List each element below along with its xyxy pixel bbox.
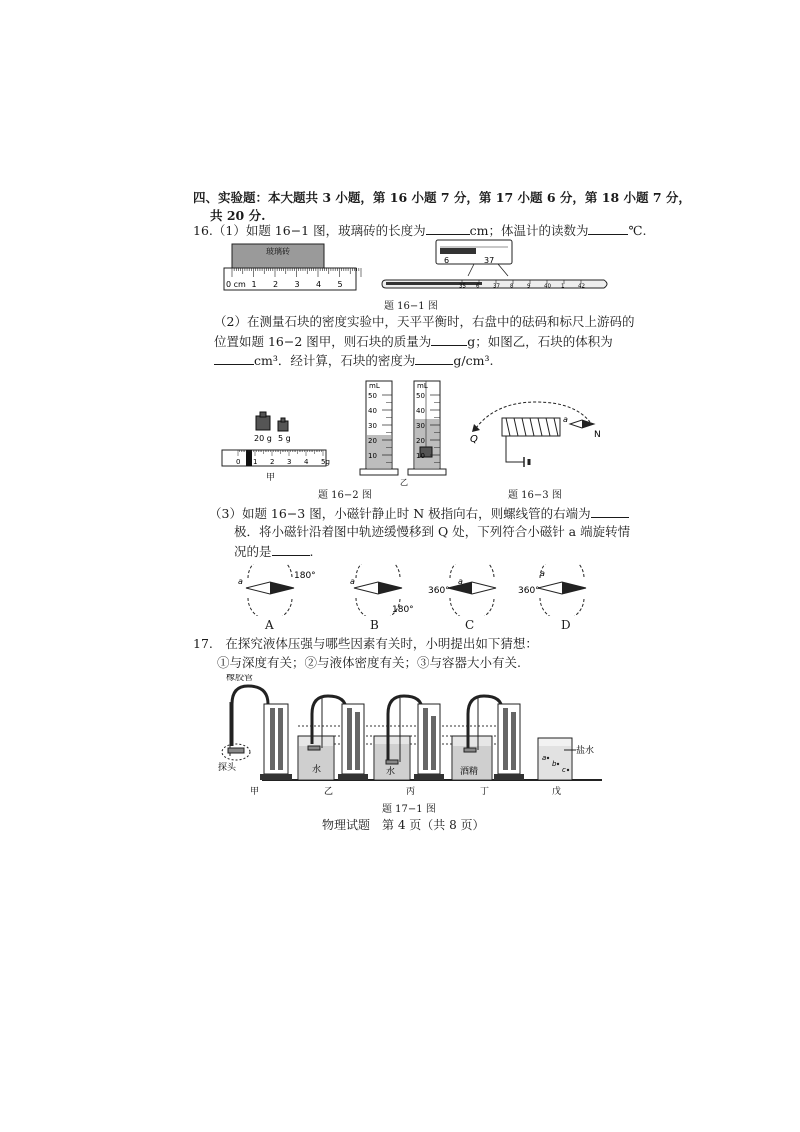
q16-part3-line1 [209,505,629,522]
cylinders-figure [356,375,448,487]
q16-part2-text-c: cm³．经计算，石块的密度为 [254,353,416,368]
ruler-tick-label: 1 [251,280,257,289]
cylinder-tick-label: 30 [416,422,425,430]
cyl-unit-left: mL [369,382,380,390]
answer-blank [588,222,628,235]
option-B-angle: 180° [392,605,414,615]
label-setup-jia: 甲 [250,787,260,797]
setup-ding [452,696,524,797]
label-N: N [594,430,601,440]
label-setup-wu: 戊 [552,787,562,797]
cylinder-tick-label: 20 [368,437,377,445]
thermometer-tick-label: 42 [578,283,585,290]
setup-wu [538,738,594,797]
page-footer: 物理试题 第 4 页（共 8 页） [322,818,485,832]
thermometer-tick-label: 35 [459,283,466,290]
q16-part1 [193,222,646,239]
zoom-tick-6: 6 [444,256,450,265]
option-C-label: C [465,618,475,632]
svg-text:a: a [238,577,243,586]
glass-brick-label: 玻璃砖 [266,247,290,256]
balance-figure [218,410,330,484]
balance-tick-label: 4 [304,458,309,466]
label-Q: Q [470,434,478,445]
pressure-apparatus-figure [212,674,602,798]
cylinder-left [360,381,398,475]
u-tube [264,704,288,774]
fig-17-1-caption: 题 17−1 图 [382,804,436,815]
balance-tick-label: 1 [253,458,258,466]
cylinder-tick-label: 40 [416,407,425,415]
label-water-1: 水 [312,765,322,775]
cylinder-tick-label: 40 [368,407,377,415]
fig-16-2-caption: 题 16−2 图 [318,490,372,501]
balance-tick-label: 3 [287,458,292,466]
svg-text:a: a [458,577,463,586]
section-header-cont: 共 20 分. [210,208,266,223]
cylinder-tick-label: 10 [416,452,425,460]
thermometer-tick-label: 1 [561,283,565,290]
ruler-tick-label: 4 [316,280,322,289]
weight-20g [256,416,270,430]
q16-part3-line3: 况的是 . [234,544,314,559]
ruler-figure [222,240,362,296]
setup-bing [374,696,444,797]
point-a: a [542,754,547,762]
zoom-tick-37: 37 [484,256,495,265]
answer-blank [415,352,453,365]
ruler-tick-label: 5 [337,280,343,289]
label-yi: 乙 [400,478,408,487]
q16-part3-text-a: （3）如题 16−3 图，小磁针静止时 N 极指向右，则螺线管的右端为 [209,506,591,521]
section-header: 四、实验题：本大题共 3 小题，第 16 小题 7 分，第 17 小题 6 分，第 18 小题 7 分， [193,190,691,205]
q16-part1-text-a: 16.（1）如题 16−1 图，玻璃砖的长度为 [193,223,426,238]
option-D-figure [518,564,602,616]
q17-line2: ①与深度有关；②与液体密度有关；③与容器大小有关. [217,655,521,670]
cyl-unit-right: mL [417,382,428,390]
q16-part2-text-b: g；如图乙，石块的体积为 [467,334,613,349]
ruler-tick-label: 2 [273,280,279,289]
fig-16-3-caption: 题 16−3 图 [508,490,562,501]
label-water-2: 水 [386,767,396,777]
ruler-tick-label: 0 cm [226,280,246,289]
label-setup-yi: 乙 [324,787,334,797]
label-rubber-tube: 橡胶管 [226,674,254,683]
cylinder-tick-label: 50 [416,392,425,400]
probe [228,748,244,753]
balance-tick-label: 2 [270,458,275,466]
solenoid-figure [466,400,606,474]
label-setup-ding: 丁 [480,787,490,797]
cylinder-tick-label: 20 [416,437,425,445]
cylinder-tick-label: 50 [368,392,377,400]
thermometer-figure [378,238,614,294]
option-D-label: D [561,618,571,632]
mercury-column [386,282,482,285]
q16-part2-line2 [214,333,613,350]
q17-line1: 17. 在探究液体压强与哪些因素有关时，小明提出如下猜想： [193,636,538,651]
option-A-figure [236,564,316,616]
point-c: c [562,766,566,774]
option-B-label: B [370,618,379,632]
thermometer-tick-label: 8 [510,283,514,290]
thermometer-tick-label: 6 [476,283,480,290]
thermometer-tick-label: 9 [527,283,531,290]
weight-20g-label: 20 g [254,434,272,443]
option-A-angle: 180° [294,571,316,581]
cylinder-tick-label: 10 [368,452,377,460]
answer-blank [431,333,467,346]
ruler-tick-label: 3 [294,280,300,289]
svg-text:a: a [350,577,355,586]
point-b: b [552,760,557,768]
label-salt-water: 盐水 [576,746,595,756]
svg-text:a: a [540,569,545,578]
q16-part3-text-c: 况的是 [234,544,272,559]
thermometer-tick-label: 37 [493,283,500,290]
weight-5g-label: 5 g [278,434,291,443]
label-a: a [563,415,568,424]
cylinder-tick-label: 30 [368,422,377,430]
q16-part3-line2: 极．将小磁针沿着图中轨迹缓慢移到 Q 处，下列符合小磁针 a 端旋转情 [234,524,631,539]
q16-part2-text-d: g/cm³. [453,353,494,368]
q16-part2-line1: （2）在测量石块的密度实验中，天平平衡时，右盘中的砝码和标尺上游码的 [214,314,635,329]
option-C-figure [428,564,512,616]
balance-tick-label: 5g [321,458,330,466]
balance-tick-label: 0 [236,458,241,466]
q16-part2-line3 [214,352,493,369]
q16-part1-text-c: ℃. [628,223,647,238]
label-alcohol: 酒精 [460,767,479,777]
label-setup-bing: 丙 [406,787,416,797]
mercury-zoom [440,248,476,254]
answer-blank [426,222,470,235]
option-A-label: A [265,618,274,632]
label-probe: 探头 [218,763,237,773]
option-B-figure [344,564,424,616]
cylinder-right [408,381,446,475]
setup-jia [218,674,292,797]
fig-16-1-caption: 题 16−1 图 [384,301,438,312]
answer-blank [214,352,254,365]
label-jia: 甲 [266,473,276,483]
q16-part2-text-a: 位置如题 16−2 图甲，则石块的质量为 [214,334,432,349]
rider [246,450,252,466]
thermometer-tick-label: 40 [544,283,551,290]
answer-blank [272,543,310,556]
setup-yi [298,696,368,797]
answer-blank [591,505,629,518]
option-D-angle: 360° [518,586,540,596]
q16-part1-text-b: cm；体温计的读数为 [469,223,589,238]
option-C-angle: 360° [428,586,450,596]
